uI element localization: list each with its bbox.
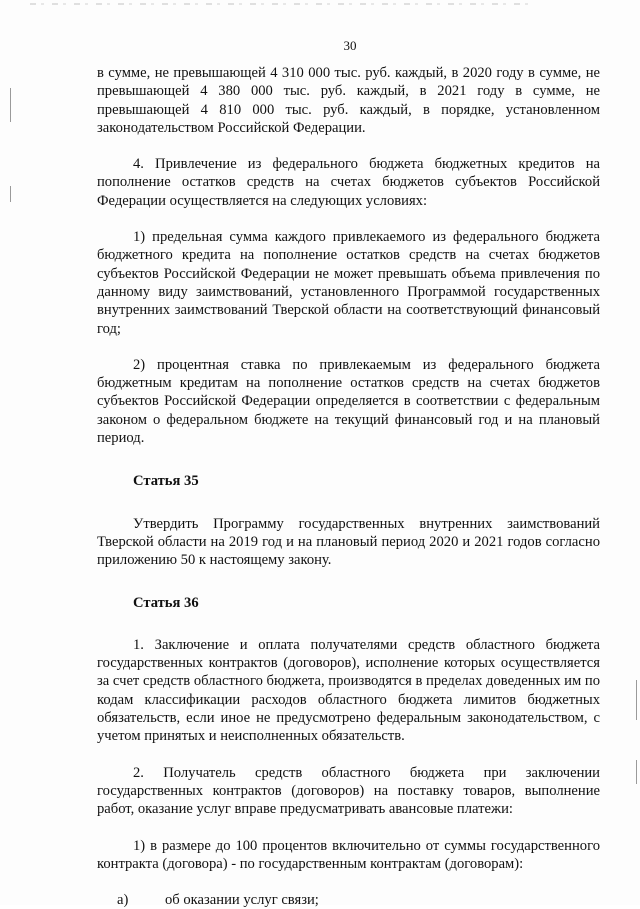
list-marker: а) bbox=[117, 892, 129, 909]
document-body bbox=[97, 64, 600, 909]
article-heading: Статья 35 bbox=[133, 473, 199, 490]
page-number: 30 bbox=[343, 38, 357, 53]
right-margin-mark bbox=[636, 760, 637, 784]
paragraph: 1. Заключение и оплата получателями средств областного бюджета государственных контрактов (договоров), исполнение которых осуществляется за счет средств областного бюджета, производятся в пределах доведенных им по кодам классификации расходов областного бюджета лимитов бюджетных обязательств, если иное не предусмотрено федеральным законодательством, с учетом принятых и неисполненных обязательств. bbox=[97, 636, 600, 745]
right-margin-mark bbox=[636, 680, 637, 720]
paragraph: 1) в размере до 100 процентов включительно от суммы государственного контракта (договора) - по государственным контрактам (договорам): bbox=[97, 837, 600, 872]
list-item-text: об оказании услуг связи; bbox=[165, 892, 319, 909]
list-item bbox=[97, 891, 600, 909]
paragraph: 2. Получатель средств областного бюджета при заключении государственных контрактов (договоров) на поставку товаров, выполнение работ, оказание услуг вправе предусматривать авансовые платежи: bbox=[97, 764, 600, 818]
paragraph: в сумме, не превышающей 4 310 000 тыс. руб. каждый, в 2020 году в сумме, не превышающей 4 380 000 тыс. руб. каждый, в 2021 году в сумме, не превышающей 4 810 000 тыс. руб. каждый, в порядке, установленном законодательством Российской Федерации. bbox=[97, 65, 600, 136]
left-margin-mark bbox=[10, 88, 11, 122]
paragraph: 1) предельная сумма каждого привлекаемого из федерального бюджета бюджетного кредита на пополнение остатков средств на счетах бюджетов субъектов Российской Федерации не может превышать объема привлечения по данному виду заимствований, установленного Программой государственных внутренних заимствований Тверской области на соответствующий финансовый год; bbox=[97, 229, 600, 337]
left-margin-mark bbox=[10, 186, 11, 202]
scan-noise-top bbox=[30, 3, 530, 5]
article-heading: Статья 36 bbox=[133, 594, 199, 611]
paragraph: 4. Привлечение из федерального бюджета бюджетных кредитов на пополнение остатков средств на счетах бюджетов субъектов Российской Федерации осуществляется на следующих условиях: bbox=[97, 156, 600, 209]
paragraph: Утвердить Программу государственных внутренних заимствований Тверской области на 2019 год и на плановый период 2020 и 2021 годов согласно приложению 50 к настоящему закону. bbox=[97, 515, 600, 569]
paragraph: 2) процентная ставка по привлекаемым из федерального бюджета бюджетным кредитам на пополнение остатков средств на счетах бюджетов субъектов Российской Федерации определяется в соответствии с федеральным законом о федеральном бюджете на текущий финансовый год и на плановый период. bbox=[97, 356, 600, 447]
